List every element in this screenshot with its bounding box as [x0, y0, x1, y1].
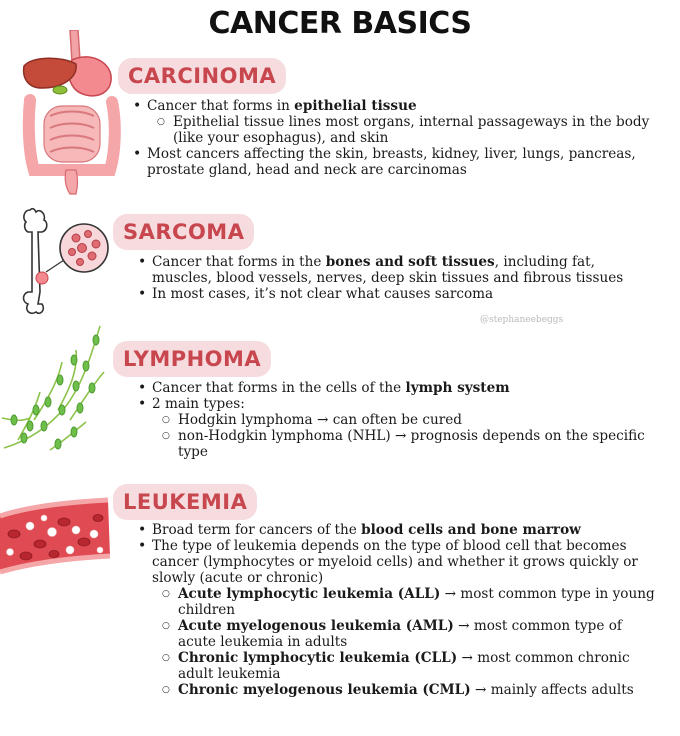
list-item: ○ Epithelial tissue lines most organs, internal passageways in the body (like your esophagus), and skin [133, 114, 663, 146]
sarcoma-bullets [138, 254, 658, 302]
leukemia-bullets [138, 522, 662, 698]
list-item: ○ Chronic lymphocytic leukemia (CLL) → most common chronic adult leukemia [138, 650, 662, 682]
list-item: • Cancer that forms in the bones and soft tissues, including fat, muscles, blood vessels, nerves, deep skin tissues and fibrous tissues [138, 254, 658, 286]
list-item: • In most cases, it’s not clear what causes sarcoma [138, 286, 658, 302]
lymphoma-heading: LYMPHOMA [113, 341, 271, 377]
digestive-system-illustration [22, 30, 122, 195]
bone-illustration [16, 206, 116, 316]
lymphoma-bullets [138, 380, 668, 460]
watermark: @stephaneebeggs [480, 315, 564, 325]
list-item: • Most cancers affecting the skin, breasts, kidney, liver, lungs, pancreas, prostate gland, head and neck are carcinomas [133, 146, 663, 178]
page-title: CANCER BASICS [208, 6, 472, 41]
list-item: • Cancer that forms in epithelial tissue [133, 98, 663, 114]
list-item: ○ Hodgkin lymphoma → can often be cured [138, 412, 668, 428]
list-item: • 2 main types: [138, 396, 668, 412]
blood-vessel-illustration [0, 496, 112, 576]
list-item: ○ Acute lymphocytic leukemia (ALL) → most common type in young children [138, 586, 662, 618]
list-item: ○ Chronic myelogenous leukemia (CML) → mainly affects adults [138, 682, 662, 698]
list-item: • Broad term for cancers of the blood cells and bone marrow [138, 522, 662, 538]
carcinoma-heading: CARCINOMA [118, 58, 286, 94]
list-item: • The type of leukemia depends on the type of blood cell that becomes cancer (lymphocytes or myeloid cells) and whether it grows quickly or slowly (acute or chronic) [138, 538, 662, 586]
list-item: • Cancer that forms in the cells of the lymph system [138, 380, 668, 396]
leukemia-heading: LEUKEMIA [113, 484, 257, 520]
carcinoma-bullets [133, 98, 663, 178]
list-item: ○ non-Hodgkin lymphoma (NHL) → prognosis depends on the specific type [138, 428, 668, 460]
lymph-system-illustration [0, 322, 112, 462]
list-item: ○ Acute myelogenous leukemia (AML) → most common type of acute leukemia in adults [138, 618, 662, 650]
sarcoma-heading: SARCOMA [113, 214, 254, 250]
